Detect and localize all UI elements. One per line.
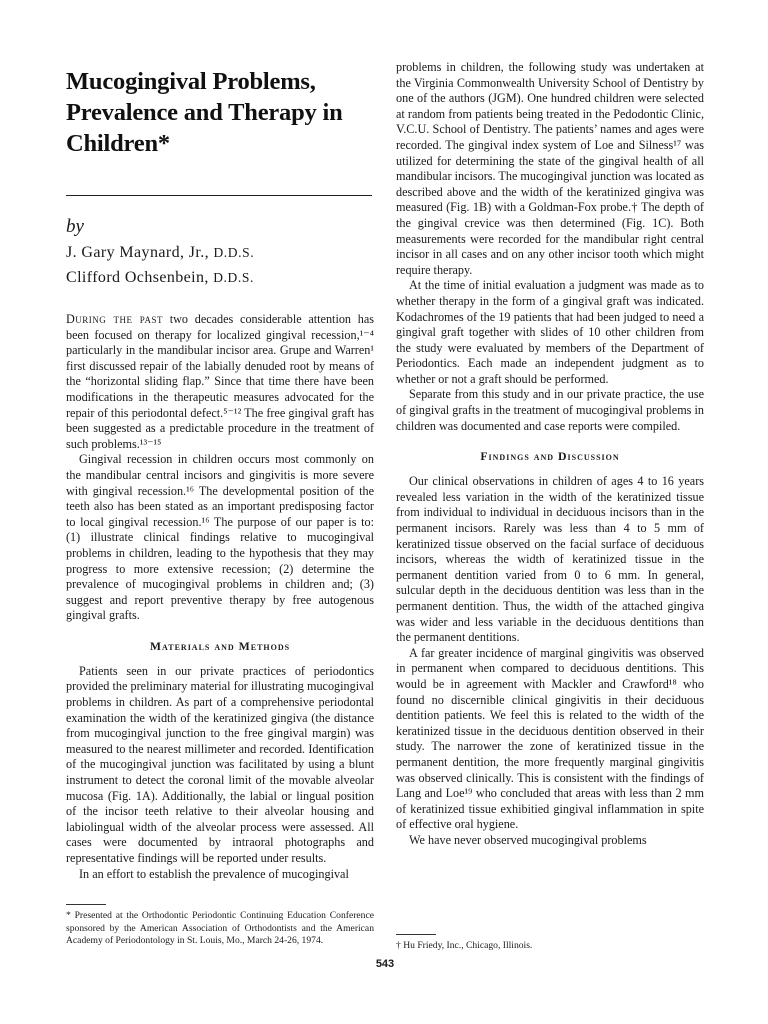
footnote-divider [396,934,436,935]
author-list [66,240,374,290]
intro-paragraph [66,312,374,452]
body-paragraph: Separate from this study and in our private practice, the use of gingival grafts in the treatment of mucogingival problems in children was documented and case reports were compiled. [396,387,704,433]
author-1 [66,240,374,265]
section-heading-methods: Materials and Methods [149,638,291,653]
footnote-divider [66,904,106,905]
title-divider [66,195,372,196]
author-name: J. Gary Maynard, Jr., [66,244,210,261]
body-paragraph: problems in children, the following study was undertaken at the Virginia Commonwealth University School of Dentistry by one of the authors (JGM). One hundred children were selected at random from patients being treated in the Pedodontic Clinic, V.C.U. School of Dentistry. The patients’ names and ages were recorded. The gingival index system of Loe and Silness¹⁷ was utilized for determining the state of the gingival health of all mandibular incisors. The mucogingival junction was located as described above and the width of the keratinized gingiva was measured (Fig. 1B) with a Goldman-Fox probe.† The depth of the gingival crevice was then determined (Fig. 1C). Both measurements were recorded for the mandibular right central incisor in all cases and on any other incisor tooth which might require therapy. [396,60,704,277]
section-heading-findings: Findings and Discussion [480,449,620,464]
body-paragraph: We have never observed mucogingival problems [409,832,647,847]
footnote: * Presented at the Orthodontic Periodontic Continuing Education Conference sponsored by the American Association of Orthodontists and the American Academy of Periodontology in St. Louis, Mo., March 24-26, 1974. [66,910,374,947]
body-paragraph: Patients seen in our private practices of periodontics provided the preliminary material for illustrating mucogingival problems in children. As part of a comprehensive periodontal examination the width of the keratinized gingiva (the distance from mucogingival junction to the free gingival margin) was measured to the nearest millimeter and recorded. Identification of the mucogingival junction was facilitated by using a blunt instrument to detect the coronal limit of the movable alveolar mucosa (Fig. 1A). Additionally, the labial or lingual position of the incisor teeth relative to their alveolar housing and labiolingual width of the alveolar process were assessed. All cases were documented by intraoral photographs and representative findings will be reported under results. [66,663,374,865]
body-paragraph: At the time of initial evaluation a judgment was made as to whether therapy in the form of a gingival graft was indicated. Kodachromes of the 19 patients that had been judged to need a gingival graft together with slides of 10 other children from the study were evaluated by members of the Department of Periodontics. Each made an independent judgment as to whether or not a graft should be performed. [396,278,704,386]
author-2 [66,265,374,290]
body-paragraph: Gingival recession in children occurs most commonly on the mandibular central incisors and gingivitis is more severe with gingival recession.¹⁶ The developmental position of the teeth also has been stated as an important predisposing factor to local gingival recession.¹⁶ The purpose of our paper is to: (1) illustrate clinical findings relative to mucogingival problems in children, leading to the hypothesis that they may progress to more extensive recession; (2) determine the prevalence of mucogingival problems in children and; (3) suggest and report preventive therapy by free autogenous gingival grafts. [66,452,374,623]
left-column [66,60,374,882]
intro-text: two decades considerable attention has been focused on therapy for localized gingival recession,¹⁻⁴ particularly in the mandibular incisor area. Grupe and Warren¹ first discussed repair of the labially denuded root by means of the “horizontal sliding flap.” Since that time there have been modifications in the therapeutic measures advocated for the repair of this periodontal defect.⁵⁻¹² The free gingival graft has been suggested as a predictable procedure in the treatment of such problems.¹³⁻¹⁵ [66,312,374,451]
body-paragraph: Our clinical observations in children of ages 4 to 16 years revealed less variation in the width of the keratinized tissue from individual to individual in deciduous incisors than in the permanent incisors. Rarely was less than 4 to 5 mm of keratinized tissue observed on the facial surface of deciduous incisors, whereas the width of keratinized tissue in the permanent dentition varied from 0 to 6 mm. In general, sulcular depth in the deciduous dentition was less than in the permanent dentition. Thus, the width of the attached gingiva was wider and less variable in the deciduous dentitions than the permanent dentitions. [396,474,704,645]
byline-label: by [66,216,84,237]
body-paragraph: In an effort to establish the prevalence of mucogingival [79,866,349,881]
article-title: Mucogingival Problems, Prevalence and Therapy in Children* [66,68,343,157]
right-footnote-block [396,934,704,953]
left-footnote-block [66,904,374,948]
author-degree: D.D.S. [213,270,254,285]
footnote: † Hu Friedy, Inc., Chicago, Illinois. [396,940,533,951]
intro-lead-in: During the past [66,312,163,326]
page-number: 543 [375,958,395,970]
author-name: Clifford Ochsenbein, [66,269,209,286]
body-paragraph: A far greater incidence of marginal gingivitis was observed in permanent when compared to deciduous dentitions. This would be in agreement with Mackler and Crawford¹⁸ who found no discernible clinical gingivitis in their deciduous dentition patients. We feel this is related to the width of the keratinized tissue in the deciduous dentition observed in their study. The narrower the zone of keratinized tissue in the permanent dentition, the more frequently marginal gingivitis was observed clinically. This is consistent with the findings of Lang and Loe¹⁹ who concluded that areas with less than 2 mm of keratinized tissue exhibitied gingival inflammation in spite of effective oral hygiene. [396,645,704,832]
author-degree: D.D.S. [213,245,255,260]
right-column [396,60,704,849]
